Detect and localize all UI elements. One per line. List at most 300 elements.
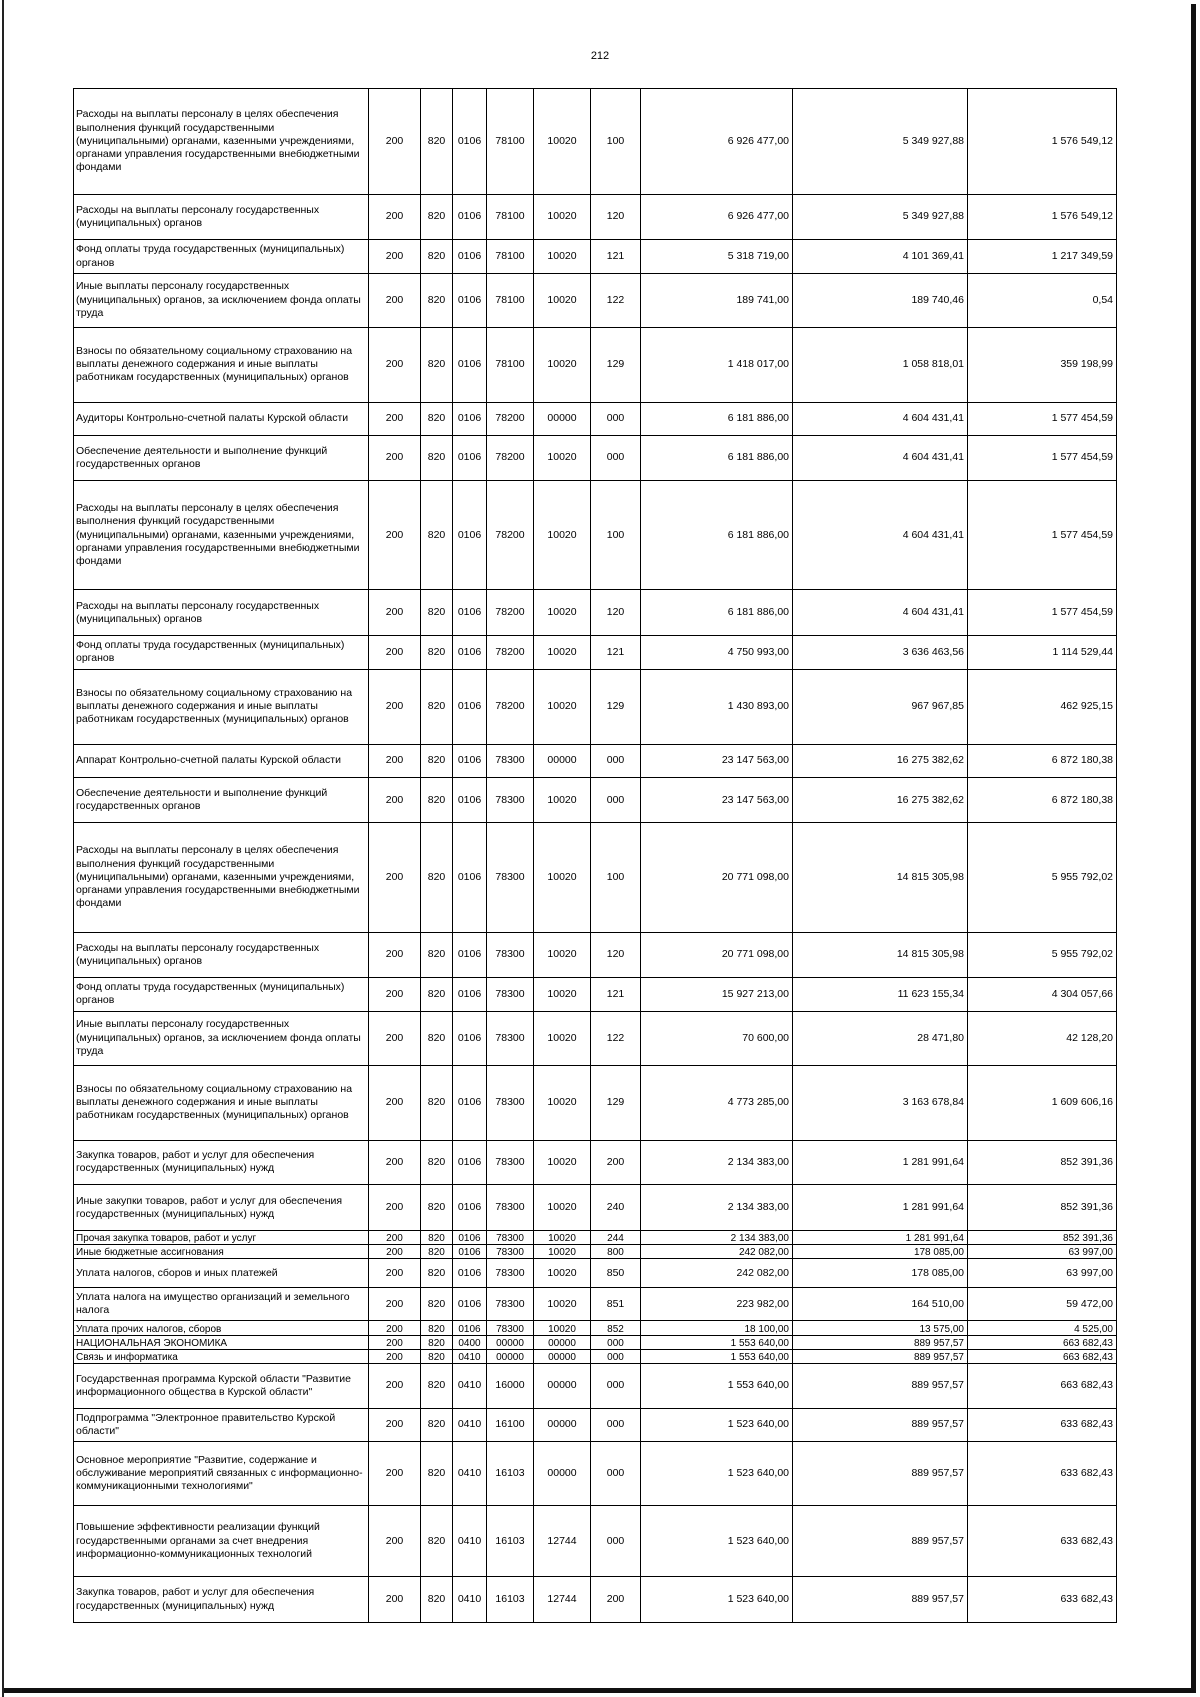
code-expense-type: 000 (591, 1335, 641, 1349)
approved-amount: 70 600,00 (641, 1011, 793, 1065)
executed-amount: 5 349 927,88 (793, 89, 968, 195)
table-row (74, 1363, 1117, 1408)
code-expense-type: 100 (591, 822, 641, 932)
code-direction: 10020 (534, 778, 591, 823)
row-name: Обеспечение деятельности и выполнение функций государственных органов (74, 436, 369, 481)
table-row (74, 590, 1117, 636)
unexecuted-amount: 1 577 454,59 (968, 590, 1117, 636)
code-program: 78300 (487, 1287, 534, 1321)
code-section: 0106 (453, 89, 487, 195)
code-ministry: 820 (421, 480, 453, 590)
code-ministry: 820 (421, 1442, 453, 1506)
table-row (74, 194, 1117, 240)
approved-amount: 1 418 017,00 (641, 327, 793, 402)
code-admin: 200 (369, 89, 421, 195)
code-direction: 10020 (534, 669, 591, 744)
code-expense-type: 000 (591, 1408, 641, 1442)
code-direction: 10020 (534, 978, 591, 1012)
code-ministry: 820 (421, 1577, 453, 1623)
unexecuted-amount: 1 217 349,59 (968, 240, 1117, 274)
code-expense-type: 000 (591, 1349, 641, 1363)
code-direction: 10020 (534, 273, 591, 327)
code-admin: 200 (369, 194, 421, 240)
approved-amount: 1 523 640,00 (641, 1408, 793, 1442)
approved-amount: 6 181 886,00 (641, 402, 793, 436)
table-row (74, 1287, 1117, 1321)
code-direction: 00000 (534, 1349, 591, 1363)
code-admin: 200 (369, 1577, 421, 1623)
executed-amount: 28 471,80 (793, 1011, 968, 1065)
code-ministry: 820 (421, 590, 453, 636)
code-program: 16103 (487, 1577, 534, 1623)
code-admin: 200 (369, 1321, 421, 1335)
code-admin: 200 (369, 480, 421, 590)
code-expense-type: 100 (591, 89, 641, 195)
row-name: Расходы на выплаты персоналу в целях обеспечения выполнения функций государственными (муниципальными) органами, казенными учреждениями, органами управления государственными внебюджетными фондами (74, 89, 369, 195)
code-admin: 200 (369, 1245, 421, 1259)
code-admin: 200 (369, 1287, 421, 1321)
code-admin: 200 (369, 1408, 421, 1442)
row-name: Аппарат Контрольно-счетной палаты Курской области (74, 744, 369, 778)
approved-amount: 2 134 383,00 (641, 1185, 793, 1231)
code-admin: 200 (369, 590, 421, 636)
code-direction: 10020 (534, 1245, 591, 1259)
approved-amount: 1 553 640,00 (641, 1349, 793, 1363)
row-name: Обеспечение деятельности и выполнение функций государственных органов (74, 778, 369, 823)
unexecuted-amount: 5 955 792,02 (968, 932, 1117, 978)
unexecuted-amount: 0,54 (968, 273, 1117, 327)
code-section: 0106 (453, 273, 487, 327)
code-program: 78200 (487, 636, 534, 670)
table-row (74, 1011, 1117, 1065)
code-direction: 10020 (534, 932, 591, 978)
code-section: 0410 (453, 1577, 487, 1623)
code-program: 00000 (487, 1335, 534, 1349)
code-ministry: 820 (421, 744, 453, 778)
code-section: 0106 (453, 669, 487, 744)
table-row (74, 1185, 1117, 1231)
approved-amount: 23 147 563,00 (641, 778, 793, 823)
executed-amount: 178 085,00 (793, 1259, 968, 1287)
table-row (74, 778, 1117, 823)
code-expense-type: 851 (591, 1287, 641, 1321)
code-section: 0106 (453, 778, 487, 823)
code-admin: 200 (369, 273, 421, 327)
code-admin: 200 (369, 978, 421, 1012)
code-section: 0410 (453, 1363, 487, 1408)
row-name: Взносы по обязательному социальному страхованию на выплаты денежного содержания и иные выплаты работникам государственных (муниципальных) органов (74, 1065, 369, 1140)
row-name: Закупка товаров, работ и услуг для обеспечения государственных (муниципальных) нужд (74, 1577, 369, 1623)
code-section: 0106 (453, 436, 487, 481)
table-row (74, 1506, 1117, 1577)
code-ministry: 820 (421, 822, 453, 932)
code-direction: 10020 (534, 1065, 591, 1140)
executed-amount: 4 604 431,41 (793, 590, 968, 636)
page-number: 212 (590, 50, 610, 62)
code-expense-type: 200 (591, 1577, 641, 1623)
approved-amount: 20 771 098,00 (641, 932, 793, 978)
code-direction: 10020 (534, 436, 591, 481)
executed-amount: 189 740,46 (793, 273, 968, 327)
code-admin: 200 (369, 822, 421, 932)
code-ministry: 820 (421, 1230, 453, 1244)
row-name: Расходы на выплаты персоналу в целях обеспечения выполнения функций государственными (муниципальными) органами, казенными учреждениями, органами управления государственными внебюджетными фондами (74, 480, 369, 590)
code-program: 78300 (487, 932, 534, 978)
unexecuted-amount: 63 997,00 (968, 1259, 1117, 1287)
table-body (74, 89, 1117, 1623)
code-ministry: 820 (421, 1363, 453, 1408)
code-section: 0106 (453, 636, 487, 670)
row-name: Фонд оплаты труда государственных (муниципальных) органов (74, 978, 369, 1012)
code-expense-type: 850 (591, 1259, 641, 1287)
code-ministry: 820 (421, 636, 453, 670)
unexecuted-amount: 4 525,00 (968, 1321, 1117, 1335)
code-ministry: 820 (421, 240, 453, 274)
code-expense-type: 121 (591, 240, 641, 274)
executed-amount: 16 275 382,62 (793, 778, 968, 823)
row-name: Повышение эффективности реализации функций государственными органами за счет внедрения информационно-коммуникационных технологий (74, 1506, 369, 1577)
code-ministry: 820 (421, 1506, 453, 1577)
unexecuted-amount: 359 198,99 (968, 327, 1117, 402)
budget-table-container (73, 88, 1116, 1623)
unexecuted-amount: 852 391,36 (968, 1140, 1117, 1185)
code-program: 78300 (487, 1140, 534, 1185)
code-program: 78200 (487, 590, 534, 636)
code-expense-type: 000 (591, 402, 641, 436)
executed-amount: 889 957,57 (793, 1335, 968, 1349)
unexecuted-amount: 1 609 606,16 (968, 1065, 1117, 1140)
approved-amount: 23 147 563,00 (641, 744, 793, 778)
unexecuted-amount: 1 114 529,44 (968, 636, 1117, 670)
code-section: 0106 (453, 327, 487, 402)
approved-amount: 4 773 285,00 (641, 1065, 793, 1140)
code-program: 78300 (487, 822, 534, 932)
code-ministry: 820 (421, 1065, 453, 1140)
approved-amount: 1 523 640,00 (641, 1442, 793, 1506)
unexecuted-amount: 1 577 454,59 (968, 402, 1117, 436)
executed-amount: 3 636 463,56 (793, 636, 968, 670)
code-ministry: 820 (421, 1185, 453, 1231)
code-expense-type: 000 (591, 1506, 641, 1577)
code-section: 0106 (453, 1065, 487, 1140)
row-name: Аудиторы Контрольно-счетной палаты Курской области (74, 402, 369, 436)
code-program: 78100 (487, 327, 534, 402)
table-row (74, 1442, 1117, 1506)
unexecuted-amount: 63 997,00 (968, 1245, 1117, 1259)
code-ministry: 820 (421, 1349, 453, 1363)
row-name: Иные закупки товаров, работ и услуг для обеспечения государственных (муниципальных) нужд (74, 1185, 369, 1231)
executed-amount: 889 957,57 (793, 1349, 968, 1363)
table-row (74, 1230, 1117, 1244)
table-row (74, 822, 1117, 932)
code-direction: 00000 (534, 1442, 591, 1506)
table-row (74, 436, 1117, 481)
code-direction: 12744 (534, 1506, 591, 1577)
code-program: 78200 (487, 480, 534, 590)
approved-amount: 6 181 886,00 (641, 480, 793, 590)
row-name: Иные выплаты персоналу государственных (муниципальных) органов, за исключением фонда оплаты труда (74, 273, 369, 327)
approved-amount: 2 134 383,00 (641, 1230, 793, 1244)
unexecuted-amount: 5 955 792,02 (968, 822, 1117, 932)
executed-amount: 3 163 678,84 (793, 1065, 968, 1140)
code-direction: 00000 (534, 1408, 591, 1442)
code-program: 16103 (487, 1442, 534, 1506)
row-name: Подпрограмма "Электронное правительство Курской области" (74, 1408, 369, 1442)
code-program: 78200 (487, 436, 534, 481)
code-ministry: 820 (421, 436, 453, 481)
unexecuted-amount: 462 925,15 (968, 669, 1117, 744)
row-name: Основное мероприятие "Развитие, содержание и обслуживание мероприятий связанных с информационно-коммуникационными технологиями" (74, 1442, 369, 1506)
code-admin: 200 (369, 1349, 421, 1363)
code-expense-type: 122 (591, 273, 641, 327)
table-row (74, 89, 1117, 195)
code-section: 0106 (453, 240, 487, 274)
code-admin: 200 (369, 778, 421, 823)
code-admin: 200 (369, 1185, 421, 1231)
code-admin: 200 (369, 669, 421, 744)
code-ministry: 820 (421, 1408, 453, 1442)
code-program: 78100 (487, 89, 534, 195)
code-section: 0106 (453, 1011, 487, 1065)
code-ministry: 820 (421, 327, 453, 402)
code-ministry: 820 (421, 1011, 453, 1065)
unexecuted-amount: 1 576 549,12 (968, 194, 1117, 240)
code-direction: 10020 (534, 240, 591, 274)
code-admin: 200 (369, 1363, 421, 1408)
code-expense-type: 120 (591, 194, 641, 240)
unexecuted-amount: 1 576 549,12 (968, 89, 1117, 195)
code-section: 0106 (453, 1230, 487, 1244)
code-admin: 200 (369, 1140, 421, 1185)
code-expense-type: 240 (591, 1185, 641, 1231)
code-section: 0106 (453, 1140, 487, 1185)
code-section: 0410 (453, 1349, 487, 1363)
executed-amount: 14 815 305,98 (793, 822, 968, 932)
table-row (74, 327, 1117, 402)
approved-amount: 1 430 893,00 (641, 669, 793, 744)
approved-amount: 18 100,00 (641, 1321, 793, 1335)
code-program: 78300 (487, 1065, 534, 1140)
row-name: Уплата налога на имущество организаций и земельного налога (74, 1287, 369, 1321)
code-admin: 200 (369, 240, 421, 274)
executed-amount: 1 058 818,01 (793, 327, 968, 402)
code-expense-type: 000 (591, 744, 641, 778)
table-row (74, 273, 1117, 327)
code-program: 78300 (487, 1230, 534, 1244)
code-program: 78100 (487, 273, 534, 327)
code-ministry: 820 (421, 1245, 453, 1259)
approved-amount: 5 318 719,00 (641, 240, 793, 274)
executed-amount: 889 957,57 (793, 1577, 968, 1623)
row-name: Расходы на выплаты персоналу государственных (муниципальных) органов (74, 932, 369, 978)
code-direction: 10020 (534, 636, 591, 670)
executed-amount: 4 101 369,41 (793, 240, 968, 274)
code-section: 0106 (453, 978, 487, 1012)
table-row (74, 1259, 1117, 1287)
code-section: 0410 (453, 1506, 487, 1577)
approved-amount: 6 181 886,00 (641, 590, 793, 636)
executed-amount: 1 281 991,64 (793, 1140, 968, 1185)
code-direction: 10020 (534, 327, 591, 402)
approved-amount: 6 926 477,00 (641, 89, 793, 195)
code-direction: 10020 (534, 1321, 591, 1335)
code-expense-type: 129 (591, 327, 641, 402)
row-name: Уплата налогов, сборов и иных платежей (74, 1259, 369, 1287)
executed-amount: 1 281 991,64 (793, 1230, 968, 1244)
table-row (74, 636, 1117, 670)
code-section: 0106 (453, 480, 487, 590)
code-section: 0410 (453, 1442, 487, 1506)
approved-amount: 1 553 640,00 (641, 1363, 793, 1408)
code-admin: 200 (369, 1506, 421, 1577)
code-section: 0106 (453, 590, 487, 636)
code-expense-type: 800 (591, 1245, 641, 1259)
row-name: Фонд оплаты труда государственных (муниципальных) органов (74, 636, 369, 670)
executed-amount: 14 815 305,98 (793, 932, 968, 978)
approved-amount: 1 523 640,00 (641, 1577, 793, 1623)
row-name: Взносы по обязательному социальному страхованию на выплаты денежного содержания и иные выплаты работникам государственных (муниципальных) органов (74, 327, 369, 402)
code-ministry: 820 (421, 1335, 453, 1349)
executed-amount: 1 281 991,64 (793, 1185, 968, 1231)
code-admin: 200 (369, 1259, 421, 1287)
code-program: 78200 (487, 669, 534, 744)
code-expense-type: 000 (591, 436, 641, 481)
executed-amount: 4 604 431,41 (793, 402, 968, 436)
unexecuted-amount: 852 391,36 (968, 1185, 1117, 1231)
executed-amount: 4 604 431,41 (793, 480, 968, 590)
code-admin: 200 (369, 436, 421, 481)
code-direction: 10020 (534, 822, 591, 932)
unexecuted-amount: 59 472,00 (968, 1287, 1117, 1321)
approved-amount: 242 082,00 (641, 1259, 793, 1287)
code-direction: 00000 (534, 1363, 591, 1408)
code-direction: 10020 (534, 1230, 591, 1244)
code-direction: 00000 (534, 744, 591, 778)
code-program: 78300 (487, 1259, 534, 1287)
executed-amount: 4 604 431,41 (793, 436, 968, 481)
code-direction: 10020 (534, 194, 591, 240)
code-ministry: 820 (421, 1140, 453, 1185)
code-admin: 200 (369, 1011, 421, 1065)
code-expense-type: 129 (591, 1065, 641, 1140)
table-row (74, 978, 1117, 1012)
code-ministry: 820 (421, 273, 453, 327)
code-section: 0106 (453, 402, 487, 436)
row-name: Государственная программа Курской области "Развитие информационного общества в Курской области" (74, 1363, 369, 1408)
row-name: Закупка товаров, работ и услуг для обеспечения государственных (муниципальных) нужд (74, 1140, 369, 1185)
code-direction: 00000 (534, 1335, 591, 1349)
code-section: 0106 (453, 1245, 487, 1259)
code-section: 0106 (453, 1287, 487, 1321)
code-expense-type: 121 (591, 636, 641, 670)
code-direction: 10020 (534, 480, 591, 590)
code-direction: 10020 (534, 1011, 591, 1065)
table-row (74, 240, 1117, 274)
unexecuted-amount: 1 577 454,59 (968, 436, 1117, 481)
unexecuted-amount: 6 872 180,38 (968, 744, 1117, 778)
code-program: 78100 (487, 240, 534, 274)
row-name: Взносы по обязательному социальному страхованию на выплаты денежного содержания и иные выплаты работникам государственных (муниципальных) органов (74, 669, 369, 744)
code-admin: 200 (369, 1065, 421, 1140)
unexecuted-amount: 852 391,36 (968, 1230, 1117, 1244)
approved-amount: 189 741,00 (641, 273, 793, 327)
unexecuted-amount: 663 682,43 (968, 1335, 1117, 1349)
unexecuted-amount: 633 682,43 (968, 1506, 1117, 1577)
code-expense-type: 120 (591, 932, 641, 978)
approved-amount: 1 553 640,00 (641, 1335, 793, 1349)
code-ministry: 820 (421, 932, 453, 978)
code-ministry: 820 (421, 669, 453, 744)
budget-table (73, 88, 1117, 1623)
code-ministry: 820 (421, 778, 453, 823)
code-program: 00000 (487, 1349, 534, 1363)
approved-amount: 15 927 213,00 (641, 978, 793, 1012)
code-program: 78300 (487, 1185, 534, 1231)
code-admin: 200 (369, 932, 421, 978)
code-program: 78300 (487, 1011, 534, 1065)
row-name: Уплата прочих налогов, сборов (74, 1321, 369, 1335)
table-row (74, 1577, 1117, 1623)
code-ministry: 820 (421, 1321, 453, 1335)
unexecuted-amount: 6 872 180,38 (968, 778, 1117, 823)
table-row (74, 1349, 1117, 1363)
unexecuted-amount: 1 577 454,59 (968, 480, 1117, 590)
approved-amount: 2 134 383,00 (641, 1140, 793, 1185)
row-name: Фонд оплаты труда государственных (муниципальных) органов (74, 240, 369, 274)
table-row (74, 1065, 1117, 1140)
code-program: 16103 (487, 1506, 534, 1577)
code-direction: 10020 (534, 1185, 591, 1231)
code-expense-type: 244 (591, 1230, 641, 1244)
code-admin: 200 (369, 402, 421, 436)
row-name: Расходы на выплаты персоналу в целях обеспечения выполнения функций государственными (муниципальными) органами, казенными учреждениями, органами управления государственными внебюджетными фондами (74, 822, 369, 932)
code-section: 0400 (453, 1335, 487, 1349)
unexecuted-amount: 633 682,43 (968, 1577, 1117, 1623)
code-program: 78300 (487, 1321, 534, 1335)
row-name: Иные бюджетные ассигнования (74, 1245, 369, 1259)
approved-amount: 6 926 477,00 (641, 194, 793, 240)
executed-amount: 5 349 927,88 (793, 194, 968, 240)
code-direction: 00000 (534, 402, 591, 436)
code-direction: 10020 (534, 1259, 591, 1287)
table-row (74, 1245, 1117, 1259)
code-expense-type: 121 (591, 978, 641, 1012)
code-ministry: 820 (421, 402, 453, 436)
code-direction: 12744 (534, 1577, 591, 1623)
code-admin: 200 (369, 327, 421, 402)
code-ministry: 820 (421, 1287, 453, 1321)
executed-amount: 889 957,57 (793, 1506, 968, 1577)
code-admin: 200 (369, 636, 421, 670)
code-direction: 10020 (534, 89, 591, 195)
code-program: 78100 (487, 194, 534, 240)
code-expense-type: 000 (591, 1442, 641, 1506)
executed-amount: 889 957,57 (793, 1363, 968, 1408)
code-admin: 200 (369, 1335, 421, 1349)
code-expense-type: 120 (591, 590, 641, 636)
table-row (74, 1140, 1117, 1185)
code-ministry: 820 (421, 978, 453, 1012)
code-direction: 10020 (534, 590, 591, 636)
executed-amount: 889 957,57 (793, 1408, 968, 1442)
code-admin: 200 (369, 1442, 421, 1506)
code-section: 0106 (453, 932, 487, 978)
table-row (74, 744, 1117, 778)
code-program: 78300 (487, 978, 534, 1012)
table-row (74, 1335, 1117, 1349)
row-name: НАЦИОНАЛЬНАЯ ЭКОНОМИКА (74, 1335, 369, 1349)
code-section: 0106 (453, 1321, 487, 1335)
